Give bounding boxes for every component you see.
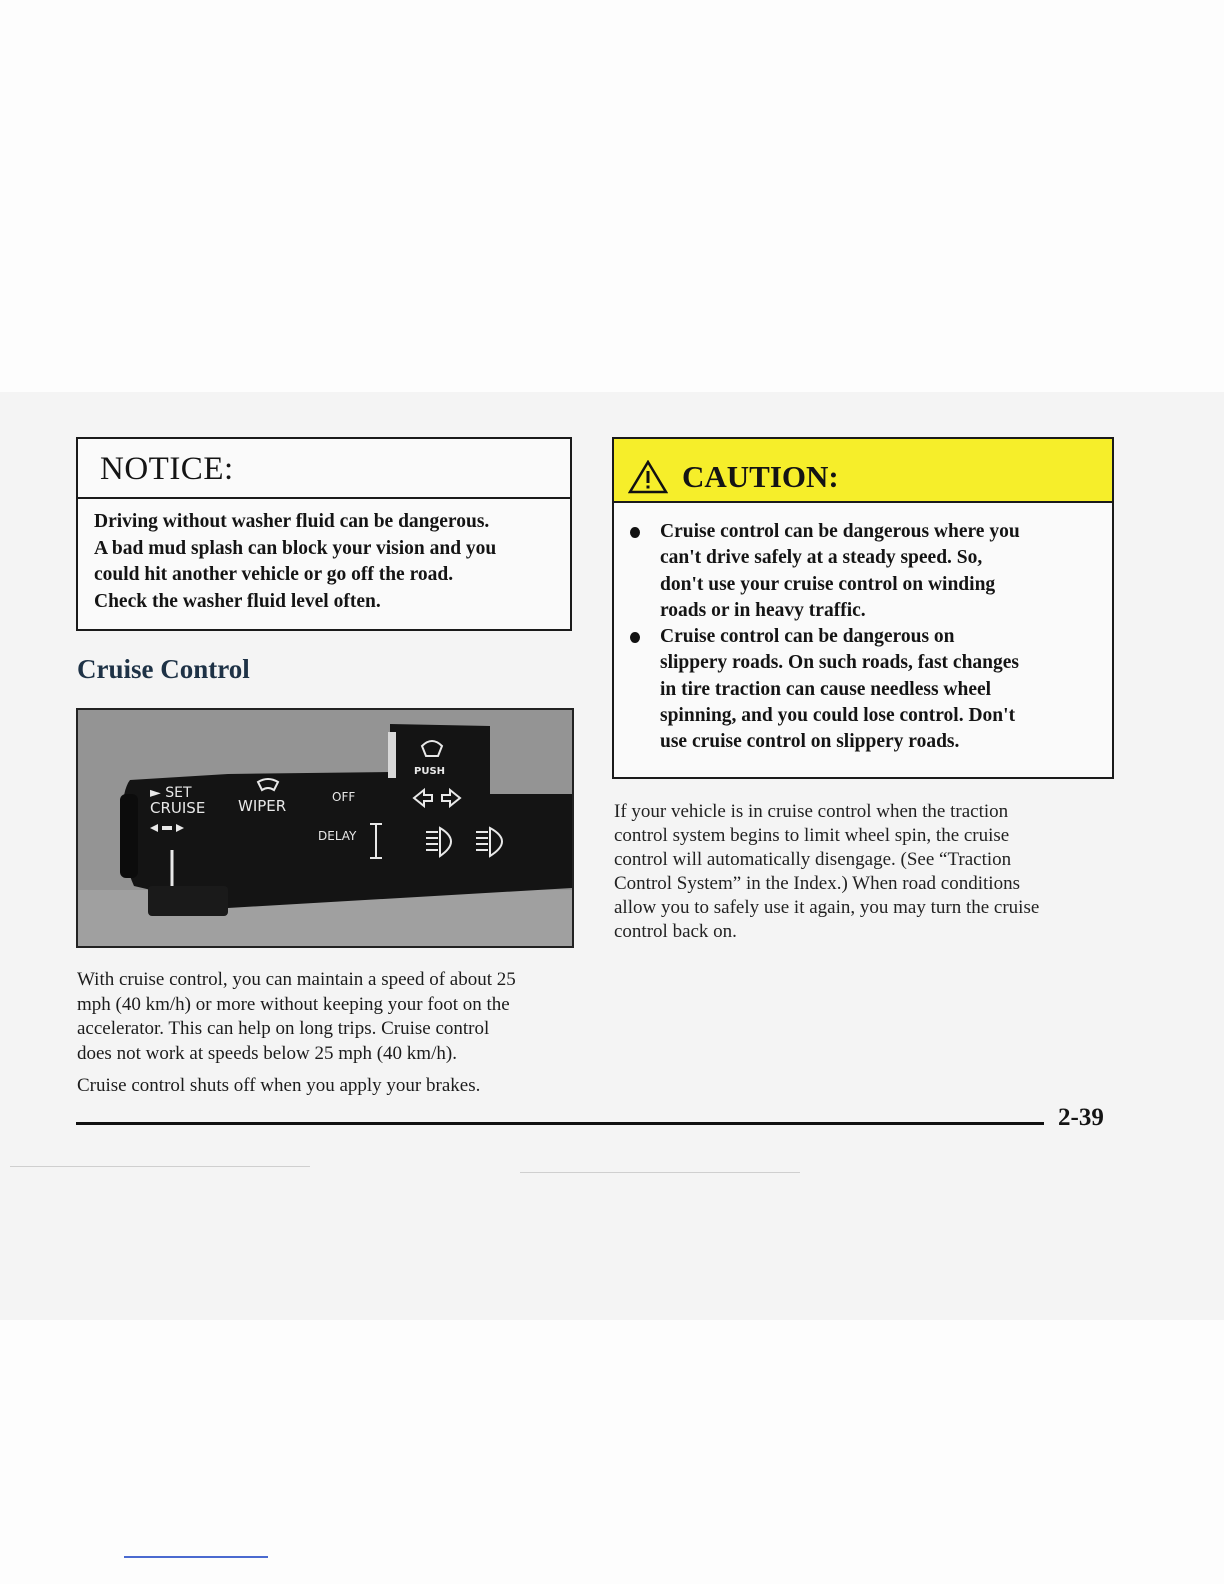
caution-line: spinning, and you could lose control. Don't (660, 705, 1016, 727)
paragraph-line: With cruise control, you can maintain a speed of about 25 (77, 969, 516, 990)
caution-header (614, 439, 1112, 503)
bullet-icon (630, 527, 640, 538)
caution-list (614, 503, 1112, 756)
caution-item (614, 519, 1112, 624)
caution-line: roads or in heavy traffic. (660, 599, 866, 621)
page-number: 2-39 (1058, 1104, 1104, 1131)
paragraph-line: control system begins to limit wheel spin, the cruise (614, 825, 1010, 846)
scan-artifact-line (10, 1166, 310, 1167)
stalk-illustration (78, 710, 572, 946)
caution-line: don't use your cruise control on winding (660, 573, 996, 595)
cruise-control-stalk-photo (76, 708, 574, 948)
warning-triangle-icon (628, 460, 668, 494)
paragraph-line: does not work at speeds below 25 mph (40 km/h). (77, 1042, 457, 1064)
caution-line: use cruise control on slippery roads. (660, 731, 960, 753)
notice-body (78, 499, 570, 615)
traction-control-paragraph (614, 800, 1039, 944)
push-label: PUSH (414, 766, 446, 777)
caution-box (612, 437, 1114, 779)
notice-line: could hit another vehicle or go off the road. (94, 564, 454, 585)
bullet-icon (630, 632, 640, 643)
paragraph-line: control back on. (614, 921, 737, 942)
cruise-label: CRUISE (150, 799, 206, 817)
footer-rule (76, 1122, 1044, 1125)
paragraph-line: control will automatically disengage. (See “Traction (614, 849, 1012, 870)
caution-item (614, 624, 1112, 755)
notice-line: Check the washer fluid level often. (94, 590, 381, 612)
notice-box (76, 437, 572, 631)
off-label: OFF (332, 790, 356, 804)
delay-label: DELAY (318, 829, 357, 843)
paragraph-line: If your vehicle is in cruise control when the traction (614, 801, 1009, 822)
cruise-intro-paragraph (77, 968, 516, 1066)
paragraph-line: allow you to safely use it again, you may turn the cruise (614, 897, 1040, 918)
notice-line: Driving without washer fluid can be dangerous. (94, 511, 490, 532)
caution-line: can't drive safely at a steady speed. So, (660, 547, 983, 569)
caution-line: Cruise control can be dangerous where you (660, 521, 1020, 542)
paragraph-line: Cruise control shuts off when you apply your brakes. (77, 1075, 481, 1096)
notice-line: A bad mud splash can block your vision and you (94, 537, 497, 559)
brake-paragraph (77, 1074, 480, 1099)
caution-title: CAUTION: (682, 459, 839, 494)
paragraph-line: mph (40 km/h) or more without keeping your foot on the (77, 993, 510, 1015)
paragraph-line: Control System” in the Index.) When road conditions (614, 873, 1020, 894)
caution-line: in tire traction can cause needless wheel (660, 678, 992, 700)
scan-artifact-line (520, 1172, 800, 1173)
caution-line: Cruise control can be dangerous on (660, 626, 955, 648)
blue-underline (124, 1556, 268, 1558)
notice-title: NOTICE: (78, 439, 570, 499)
section-heading: Cruise Control (77, 654, 250, 684)
wiper-label: WIPER (238, 797, 287, 815)
caution-line: slippery roads. On such roads, fast changes (660, 652, 1020, 674)
set-label: ► SET (150, 785, 192, 801)
paragraph-line: accelerator. This can help on long trips. Cruise control (77, 1018, 490, 1039)
